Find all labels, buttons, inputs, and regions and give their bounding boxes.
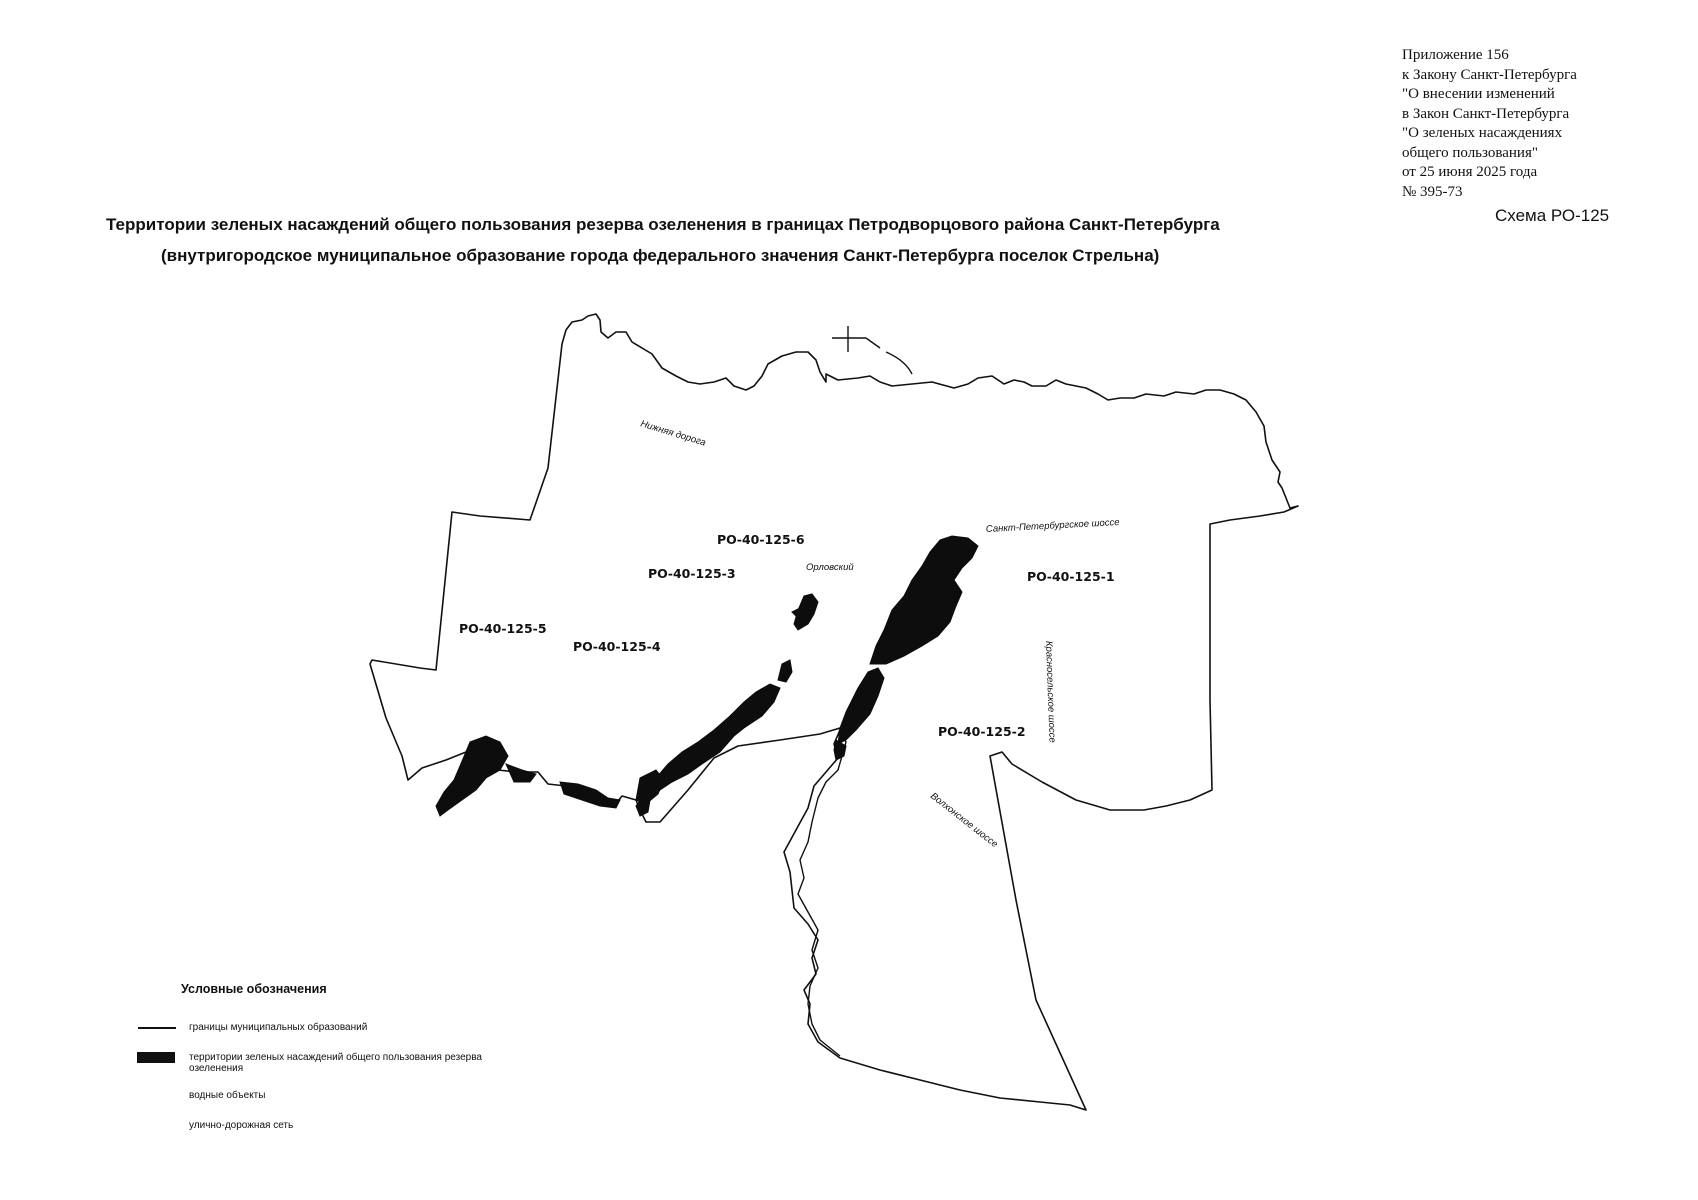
appendix-line: общего пользования": [1402, 144, 1538, 161]
green-area: [636, 684, 780, 816]
boundary-marker: [832, 326, 912, 374]
appendix-line: в Закон Санкт-Петербурга: [1402, 105, 1570, 122]
legend-title: Условные обозначения: [181, 982, 327, 996]
scheme-label: Схема РО-125: [1495, 206, 1610, 225]
zone-label: РО-40-125-5: [459, 621, 547, 636]
legend-item-green-reserve: территории зеленых насаждений общего пользования резерва озеленения: [189, 1052, 482, 1074]
green-reserve-fill-icon: [137, 1052, 175, 1063]
appendix-line: № 395-73: [1402, 183, 1463, 200]
map-title: Территории зеленых насаждений общего пользования резерва озеленения в границах Петродворцового района Санкт-Петербурга: [106, 215, 1220, 234]
green-area: [870, 536, 978, 664]
appendix-line: "О внесении изменений: [1402, 86, 1555, 102]
green-area: [778, 660, 792, 682]
appendix-line: от 25 июня 2025 года: [1402, 164, 1538, 180]
green-area: [436, 736, 508, 816]
zone-label: РО-40-125-1: [1027, 569, 1115, 584]
green-area: [838, 668, 884, 744]
map-subtitle: (внутригородское муниципальное образование города федерального значения Санкт-Петербурга поселок Стрельна): [161, 246, 1160, 265]
boundary-line-icon: [138, 1027, 176, 1029]
road-label: Орловский: [806, 562, 854, 573]
road-label: Нижняя дорога: [639, 418, 708, 449]
zone-label: РО-40-125-2: [938, 724, 1026, 739]
legend-item-roads: улично-дорожная сеть: [189, 1120, 294, 1131]
municipal-boundary: [370, 314, 1298, 1110]
green-area: [636, 770, 664, 804]
legend-item-boundary: границы муниципальных образований: [189, 1022, 368, 1033]
road-label: Красносельское шоссе: [1043, 640, 1058, 743]
road-label: Волхонское шоссе: [928, 790, 1000, 851]
zone-label: РО-40-125-3: [648, 566, 736, 581]
road-label: Санкт-Петербургское шоссе: [985, 517, 1120, 535]
appendix-line: "О зеленых насаждениях: [1402, 125, 1563, 141]
appendix-line: Приложение 156: [1402, 47, 1509, 63]
zone-label: РО-40-125-6: [717, 532, 805, 547]
green-area: [506, 764, 536, 782]
green-area: [560, 782, 620, 808]
appendix-line: к Закону Санкт-Петербурга: [1402, 66, 1577, 83]
zone-label: РО-40-125-4: [573, 639, 661, 654]
green-area: [834, 740, 846, 760]
legend-item-water: водные объекты: [189, 1090, 266, 1101]
internal-boundary: [798, 730, 846, 1056]
